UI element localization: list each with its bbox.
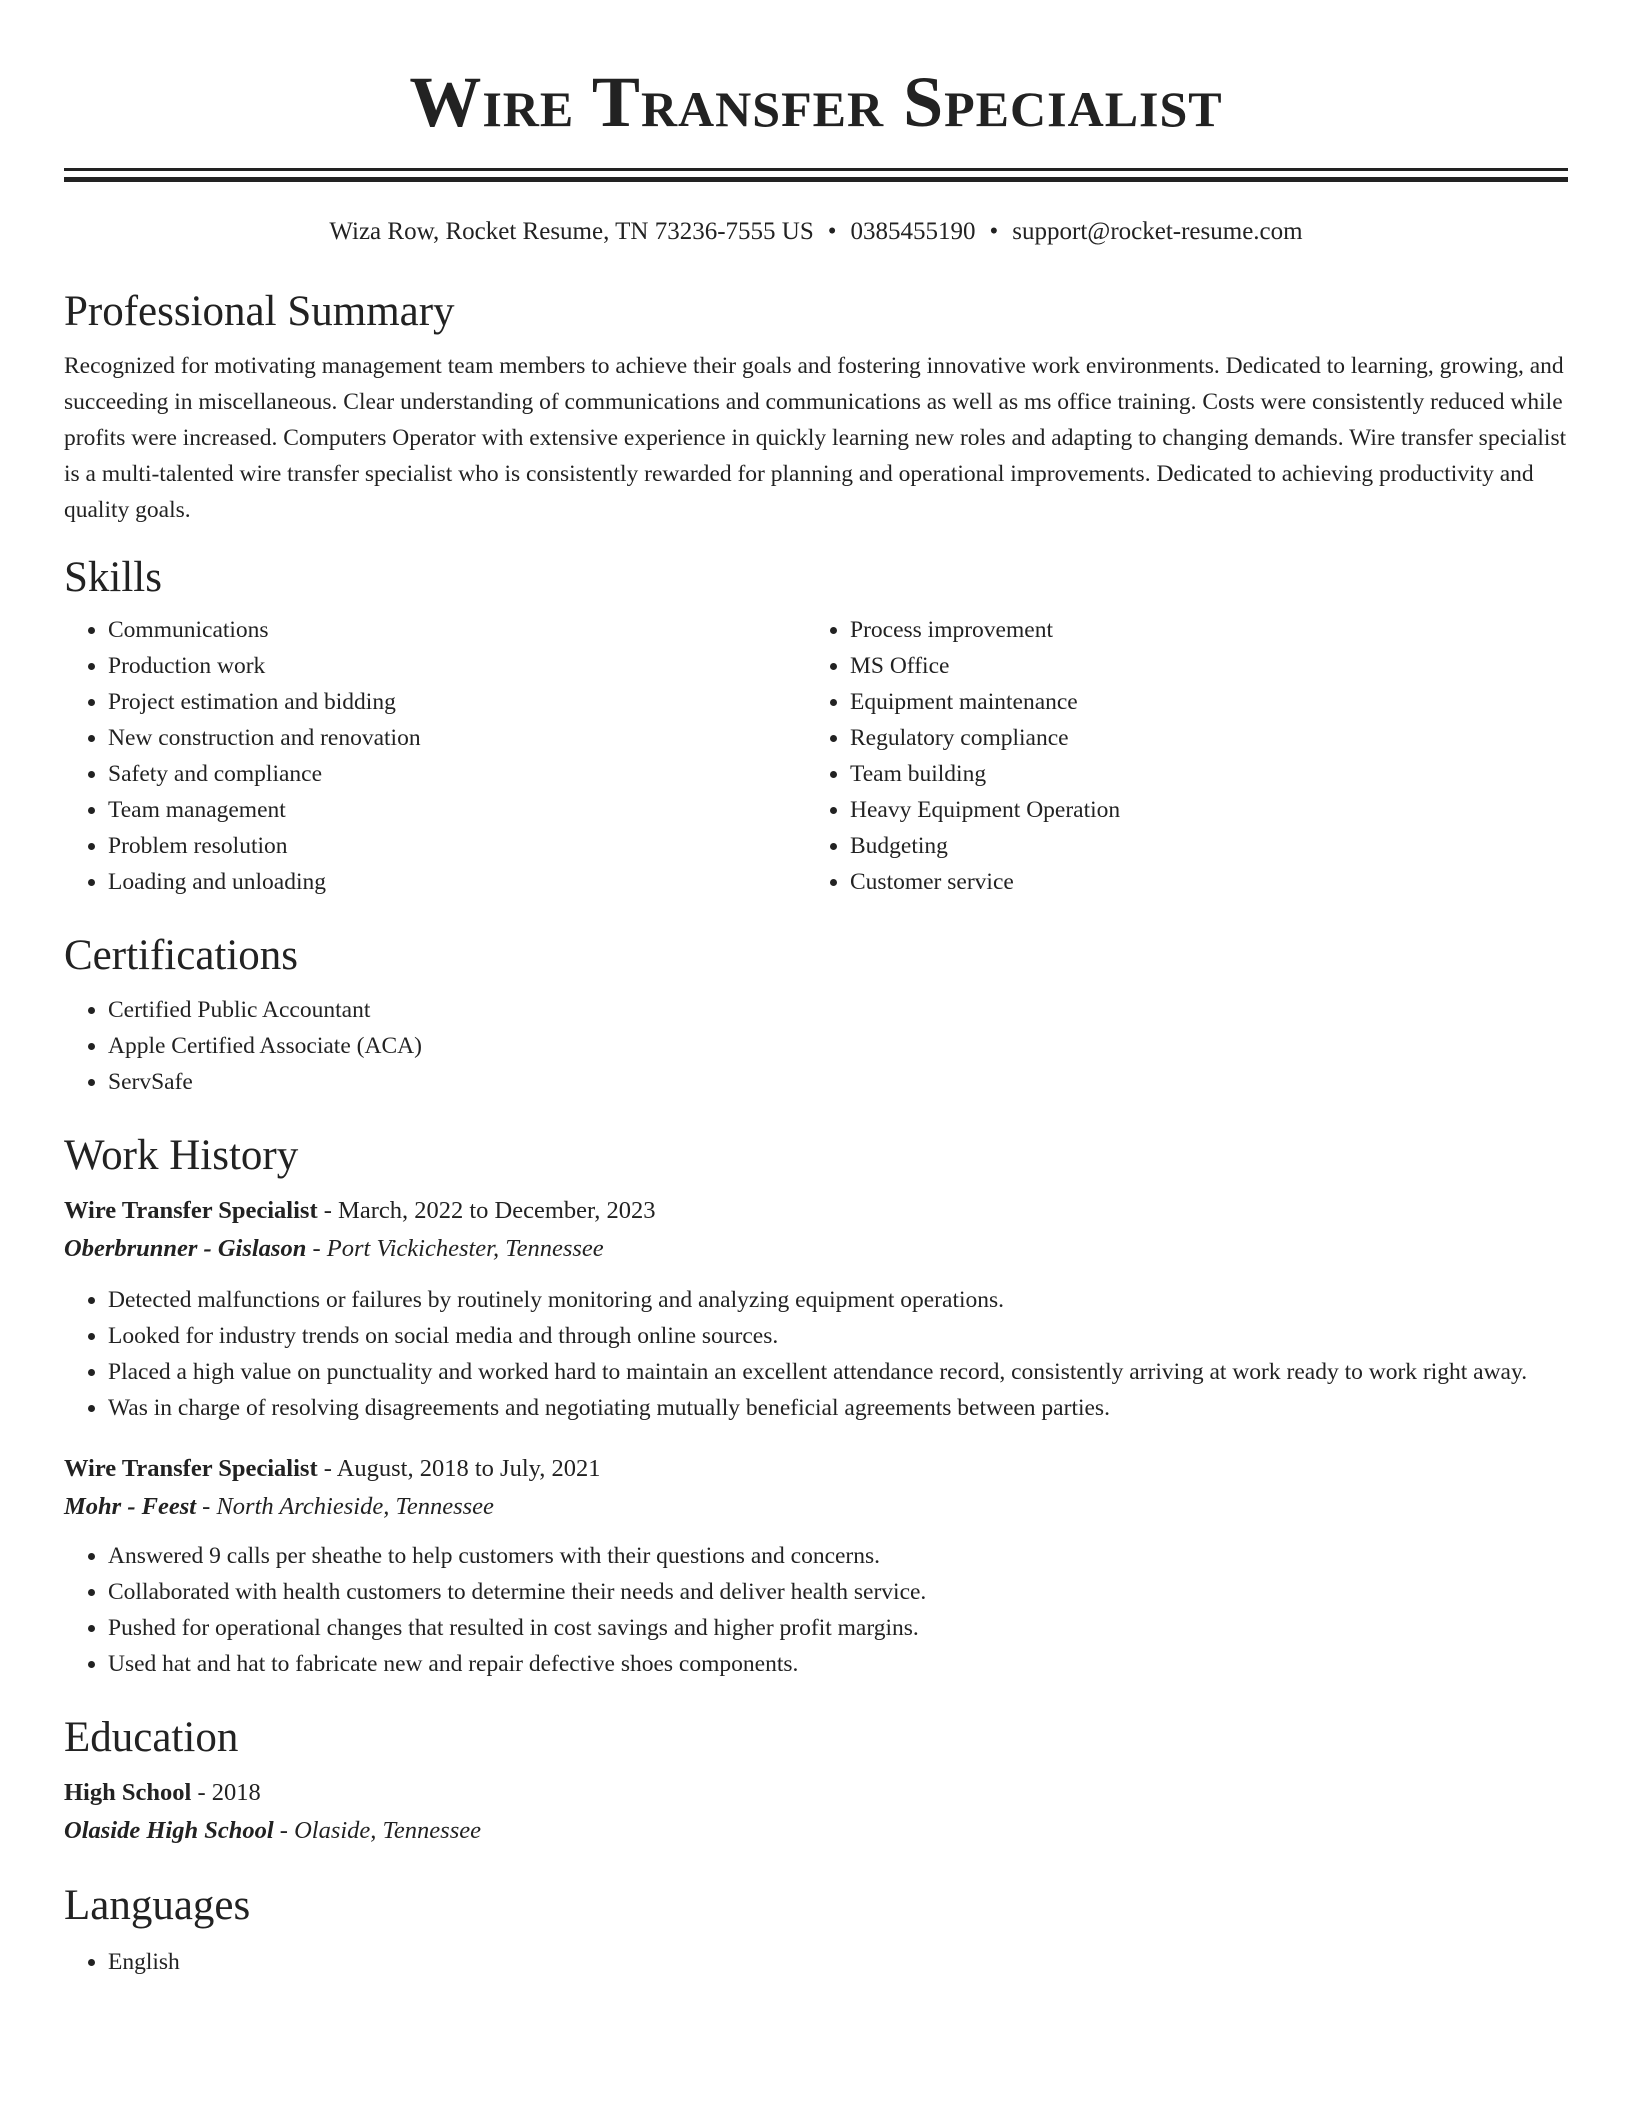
job-bullet: • Used hat and hat to fabricate new and repair defective shoes components. [108,1646,1568,1682]
certifications-heading: Certifications [64,932,299,979]
skill-item: • Team management [108,792,806,828]
job-dates: March, 2022 to December, 2023 [338,1197,656,1224]
contact-line [64,216,1568,248]
contact-phone: 0385455190 [850,218,976,245]
certifications-list [64,992,1568,1100]
skill-item: • Communications [108,612,806,648]
job-bullet: • Was in charge of resolving disagreements and negotiating mutually beneficial agreements between parties. [108,1390,1568,1426]
language-item: • English [108,1944,1568,1980]
skill-item: • MS Office [850,648,1548,684]
job-entry [64,1192,1568,1426]
skills-heading: Skills [64,554,162,601]
dash: - [191,1779,212,1806]
job-bullets [64,1282,1568,1426]
skill-item: • New construction and renovation [108,720,806,756]
skills-column-right [806,612,1548,900]
resume-name: Wire Transfer Specialist [409,62,1223,142]
skill-item: • Regulatory compliance [850,720,1548,756]
job-bullet: • Pushed for operational changes that resulted in cost savings and higher profit margins. [108,1610,1568,1646]
skill-item: • Equipment maintenance [850,684,1548,720]
certification-item: • Certified Public Accountant [108,992,1568,1028]
certification-item: • Apple Certified Associate (ACA) [108,1028,1568,1064]
job-location: Port Vickichester, Tennessee [326,1235,604,1262]
education-degree: High School [64,1779,192,1806]
languages-list [64,1944,1568,1980]
job-company: Mohr - Feest [64,1493,197,1520]
job-location: North Archieside, Tennessee [216,1493,494,1520]
job-company-line [64,1230,1568,1268]
education-heading: Education [64,1714,239,1761]
skill-item: • Heavy Equipment Operation [850,792,1548,828]
job-bullet: • Collaborated with health customers to determine their needs and deliver health service. [108,1574,1568,1610]
languages-heading: Languages [64,1882,251,1929]
skill-item: • Project estimation and bidding [108,684,806,720]
job-bullet: • Looked for industry trends on social media and through online sources. [108,1318,1568,1354]
contact-separator: • [989,218,999,245]
job-role: Wire Transfer Specialist [64,1197,318,1224]
job-company: Oberbrunner - Gislason [64,1235,307,1262]
summary-heading: Professional Summary [64,288,455,335]
contact-separator: • [827,218,837,245]
skill-item: • Customer service [850,864,1548,900]
dash: - [317,1455,337,1482]
skill-item: • Team building [850,756,1548,792]
contact-email: support@rocket-resume.com [1012,218,1303,245]
dash: - [306,1235,327,1262]
job-bullet: • Answered 9 calls per sheathe to help customers with their questions and concerns. [108,1538,1568,1574]
dash: - [317,1197,339,1224]
skill-item: • Budgeting [850,828,1548,864]
job-bullet: • Detected malfunctions or failures by routinely monitoring and analyzing equipment operations. [108,1282,1568,1318]
skill-item: • Safety and compliance [108,756,806,792]
skill-item: • Loading and unloading [108,864,806,900]
skills-columns [64,612,1568,900]
job-title-line [64,1450,1568,1488]
skills-list-left [64,612,806,900]
education-entry [64,1774,1568,1850]
certification-item: • ServSafe [108,1064,1568,1100]
job-dates: August, 2018 to July, 2021 [336,1455,601,1482]
education-location: Olaside, Tennessee [294,1817,481,1844]
job-role: Wire Transfer Specialist [64,1455,318,1482]
summary-text: Recognized for motivating management team members to achieve their goals and fostering innovative work environments. Dedicated to learning, growing, and succeeding in miscellaneous. Clear understanding of communications and communications as well as ms office training. Costs were consistently reduced while profits were increased. Computers Operator with extensive experience in quickly learning new roles and adapting to changing demands. Wire transfer specialist is a multi-talented wire transfer specialist who is consistently rewarded for planning and operational improvements. Dedicated to achieving productivity and quality goals. [64,353,1567,523]
contact-address: Wiza Row, Rocket Resume, TN 73236-7555 US [329,218,814,245]
dash: - [196,1493,217,1520]
education-school-line [64,1812,1568,1850]
header-rule-top [64,168,1568,171]
job-bullets [64,1538,1568,1682]
work-history-heading: Work History [64,1132,299,1179]
skills-list-right [806,612,1548,900]
header-rule-bottom [64,177,1568,182]
education-degree-line [64,1774,1568,1812]
job-bullet: • Placed a high value on punctuality and worked hard to maintain an excellent attendance record, consistently arriving at work ready to work right away. [108,1354,1568,1390]
job-title-line [64,1192,1568,1230]
skills-column-left [64,612,806,900]
job-entry [64,1450,1568,1682]
skill-item: • Process improvement [850,612,1548,648]
job-company-line [64,1488,1568,1526]
skill-item: • Production work [108,648,806,684]
education-year: 2018 [211,1779,261,1806]
dash: - [273,1817,295,1844]
skill-item: • Problem resolution [108,828,806,864]
education-school: Olaside High School [64,1817,274,1844]
